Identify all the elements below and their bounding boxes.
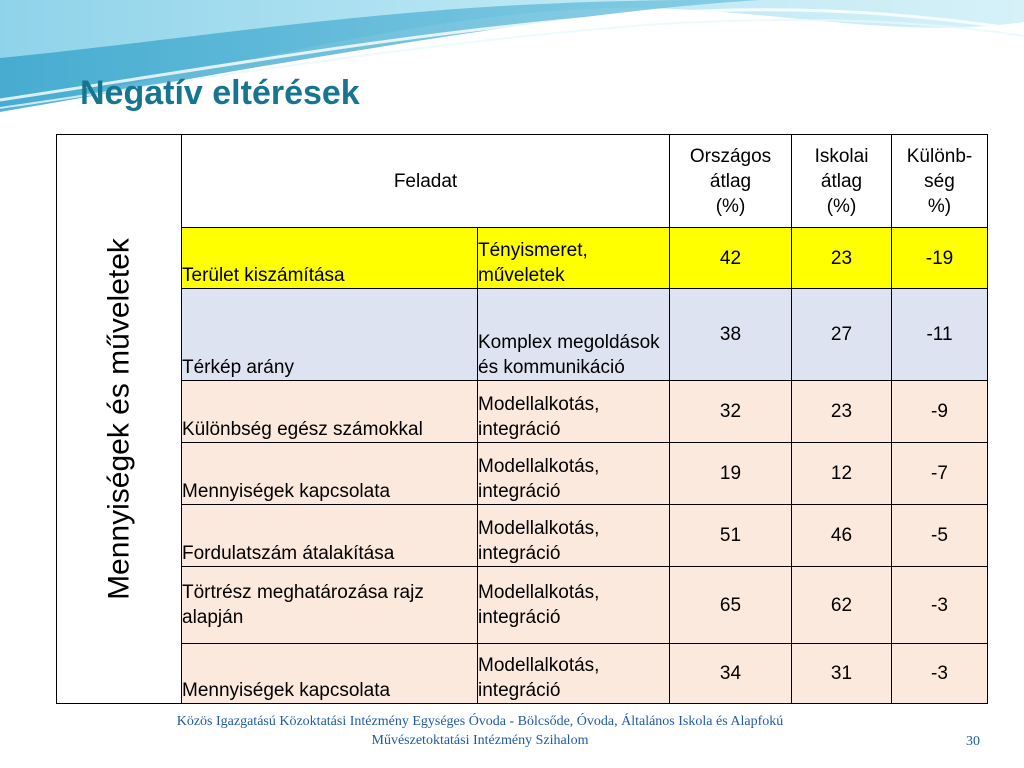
task-cell: Terület kiszámítása [182, 228, 478, 289]
header-task [182, 135, 670, 228]
task-cell: Mennyiségek kapcsolata [182, 644, 478, 704]
table-row [57, 381, 988, 443]
national-cell: 42 [670, 228, 792, 289]
skill-cell: Tényismeret, műveletek [478, 228, 670, 289]
school-cell: 27 [792, 289, 892, 381]
header-diff-line: ség [924, 170, 955, 192]
diff-cell: -5 [892, 505, 988, 567]
task-cell: Mennyiségek kapcsolata [182, 443, 478, 505]
task-cell: Térkép arány [182, 289, 478, 381]
side-label-cell [57, 135, 182, 704]
skill-cell: Modellalkotás, integráció [478, 567, 670, 644]
task-cell: Fordulatszám átalakítása [182, 505, 478, 567]
slide-title: Negatív eltérések [80, 74, 360, 112]
table-header-row [57, 135, 988, 228]
diff-cell: -7 [892, 443, 988, 505]
school-cell: 23 [792, 228, 892, 289]
header-national-line: Országos [689, 145, 772, 167]
school-cell: 46 [792, 505, 892, 567]
header-national-line: átlag [709, 170, 752, 192]
diff-cell: -3 [892, 567, 988, 644]
header-school [792, 135, 892, 228]
table-row [57, 567, 988, 644]
table-row [57, 289, 988, 381]
footer-line-1: Közös Igazgatású Közoktatási Intézmény Egységes Óvoda - Bölcsőde, Óvoda, Általános Iskola és Alapfokú [176, 714, 784, 729]
header-diff-line: %) [927, 195, 952, 217]
skill-cell: Komplex megoldások és kommunikáció [478, 289, 670, 381]
footer-line-2: Művészetoktatási Intézmény Szihalom [371, 733, 589, 748]
table-row [57, 443, 988, 505]
skill-cell: Modellalkotás, integráció [478, 381, 670, 443]
header-school-line: Iskolai [814, 145, 869, 167]
national-cell: 65 [670, 567, 792, 644]
skill-cell: Modellalkotás, integráció [478, 505, 670, 567]
skill-cell: Modellalkotás, integráció [478, 644, 670, 704]
school-cell: 62 [792, 567, 892, 644]
header-task-label: Feladat [393, 170, 458, 192]
header-school-line: átlag [820, 170, 863, 192]
table-row [57, 228, 988, 289]
page-number: 30 [966, 734, 980, 749]
footer-institution [80, 712, 880, 750]
header-national [670, 135, 792, 228]
school-cell: 23 [792, 381, 892, 443]
diff-cell: -19 [892, 228, 988, 289]
results-table [56, 134, 988, 704]
national-cell: 38 [670, 289, 792, 381]
national-cell: 34 [670, 644, 792, 704]
school-cell: 31 [792, 644, 892, 704]
table-row [57, 644, 988, 704]
side-label: Mennyiségek és műveletek [102, 238, 136, 600]
header-diff-line: Különb- [906, 145, 973, 167]
header-diff [892, 135, 988, 228]
school-cell: 12 [792, 443, 892, 505]
national-cell: 51 [670, 505, 792, 567]
skill-cell: Modellalkotás, integráció [478, 443, 670, 505]
task-cell: Törtrész meghatározása rajz alapján [182, 567, 478, 644]
header-school-line: (%) [826, 195, 857, 217]
task-cell: Különbség egész számokkal [182, 381, 478, 443]
diff-cell: -11 [892, 289, 988, 381]
national-cell: 19 [670, 443, 792, 505]
diff-cell: -3 [892, 644, 988, 704]
national-cell: 32 [670, 381, 792, 443]
table-row [57, 505, 988, 567]
diff-cell: -9 [892, 381, 988, 443]
header-national-line: (%) [715, 195, 746, 217]
